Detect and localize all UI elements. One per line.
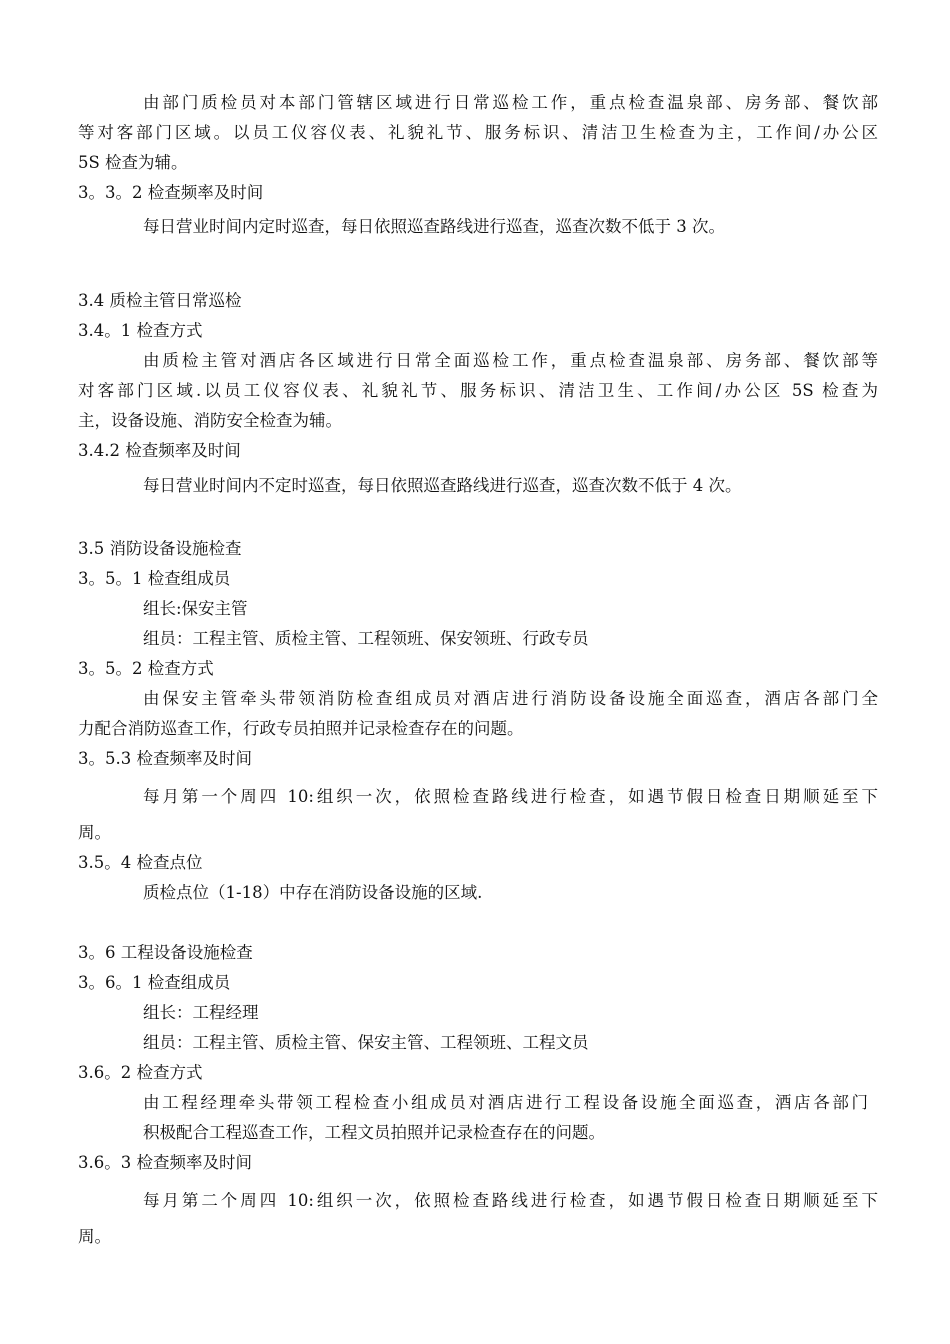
section-heading: 3.5 消防设备设施检查 xyxy=(78,539,242,558)
text-line: 主，设备设施、消防安全检查为辅。 xyxy=(78,411,342,430)
section-heading: 3.6。2 检查方式 xyxy=(78,1063,203,1082)
text-line: 周。 xyxy=(78,823,111,842)
text-line: 组员：工程主管、质检主管、保安主管、工程领班、工程文员 xyxy=(143,1033,589,1052)
section-heading: 3。5.3 检查频率及时间 xyxy=(78,749,252,768)
text-line: 每月第一个周四 10:组织一次，依照检查路线进行检查，如遇节假日检查日期顺延至下 xyxy=(143,787,878,806)
text-line: 组长：工程经理 xyxy=(143,1003,259,1022)
text-line: 积极配合工程巡查工作，工程文员拍照并记录检查存在的问题。 xyxy=(143,1123,605,1142)
section-heading: 3。5。1 检查组成员 xyxy=(78,569,231,588)
text-line: 5S 检查为辅。 xyxy=(78,153,188,172)
section-heading: 3。5。2 检查方式 xyxy=(78,659,214,678)
text-line: 每日营业时间内定时巡查，每日依照巡查路线进行巡查，巡查次数不低于 3 次。 xyxy=(143,217,725,236)
text-line: 由工程经理牵头带领工程检查小组成员对酒店进行工程设备设施全面巡查，酒店各部门 xyxy=(143,1093,868,1112)
text-line: 力配合消防巡查工作，行政专员拍照并记录检查存在的问题。 xyxy=(78,719,524,738)
section-heading: 3.5。4 检查点位 xyxy=(78,853,203,872)
section-heading: 3.4。1 检查方式 xyxy=(78,321,203,340)
section-heading: 3.4.2 检查频率及时间 xyxy=(78,441,241,460)
text-line: 由保安主管牵头带领消防检查组成员对酒店进行消防设备设施全面巡查，酒店各部门全 xyxy=(143,689,878,708)
text-line: 组长:保安主管 xyxy=(143,599,248,618)
text-line: 等对客部门区域。以员工仪容仪表、礼貌礼节、服务标识、清洁卫生检查为主，工作间/办公区 xyxy=(78,123,878,142)
text-line: 由质检主管对酒店各区域进行日常全面巡检工作，重点检查温泉部、房务部、餐饮部等 xyxy=(143,351,878,370)
text-line: 由部门质检员对本部门管辖区域进行日常巡检工作，重点检查温泉部、房务部、餐饮部 xyxy=(143,93,878,112)
text-line: 每月第二个周四 10:组织一次，依照检查路线进行检查，如遇节假日检查日期顺延至下 xyxy=(143,1191,878,1210)
section-heading: 3。6 工程设备设施检查 xyxy=(78,943,253,962)
text-line: 周。 xyxy=(78,1227,111,1246)
section-heading: 3.6。3 检查频率及时间 xyxy=(78,1153,252,1172)
text-line: 对客部门区域.以员工仪容仪表、礼貌礼节、服务标识、清洁卫生、工作间/办公区 5S 检查为 xyxy=(78,381,878,400)
section-heading: 3。3。2 检查频率及时间 xyxy=(78,183,264,202)
section-heading: 3。6。1 检查组成员 xyxy=(78,973,231,992)
section-heading: 3.4 质检主管日常巡检 xyxy=(78,291,242,310)
text-line: 质检点位（1-18）中存在消防设备设施的区域. xyxy=(143,883,483,902)
text-line: 组员：工程主管、质检主管、工程领班、保安领班、行政专员 xyxy=(143,629,589,648)
text-line: 每日营业时间内不定时巡查，每日依照巡查路线进行巡查，巡查次数不低于 4 次。 xyxy=(143,476,742,495)
